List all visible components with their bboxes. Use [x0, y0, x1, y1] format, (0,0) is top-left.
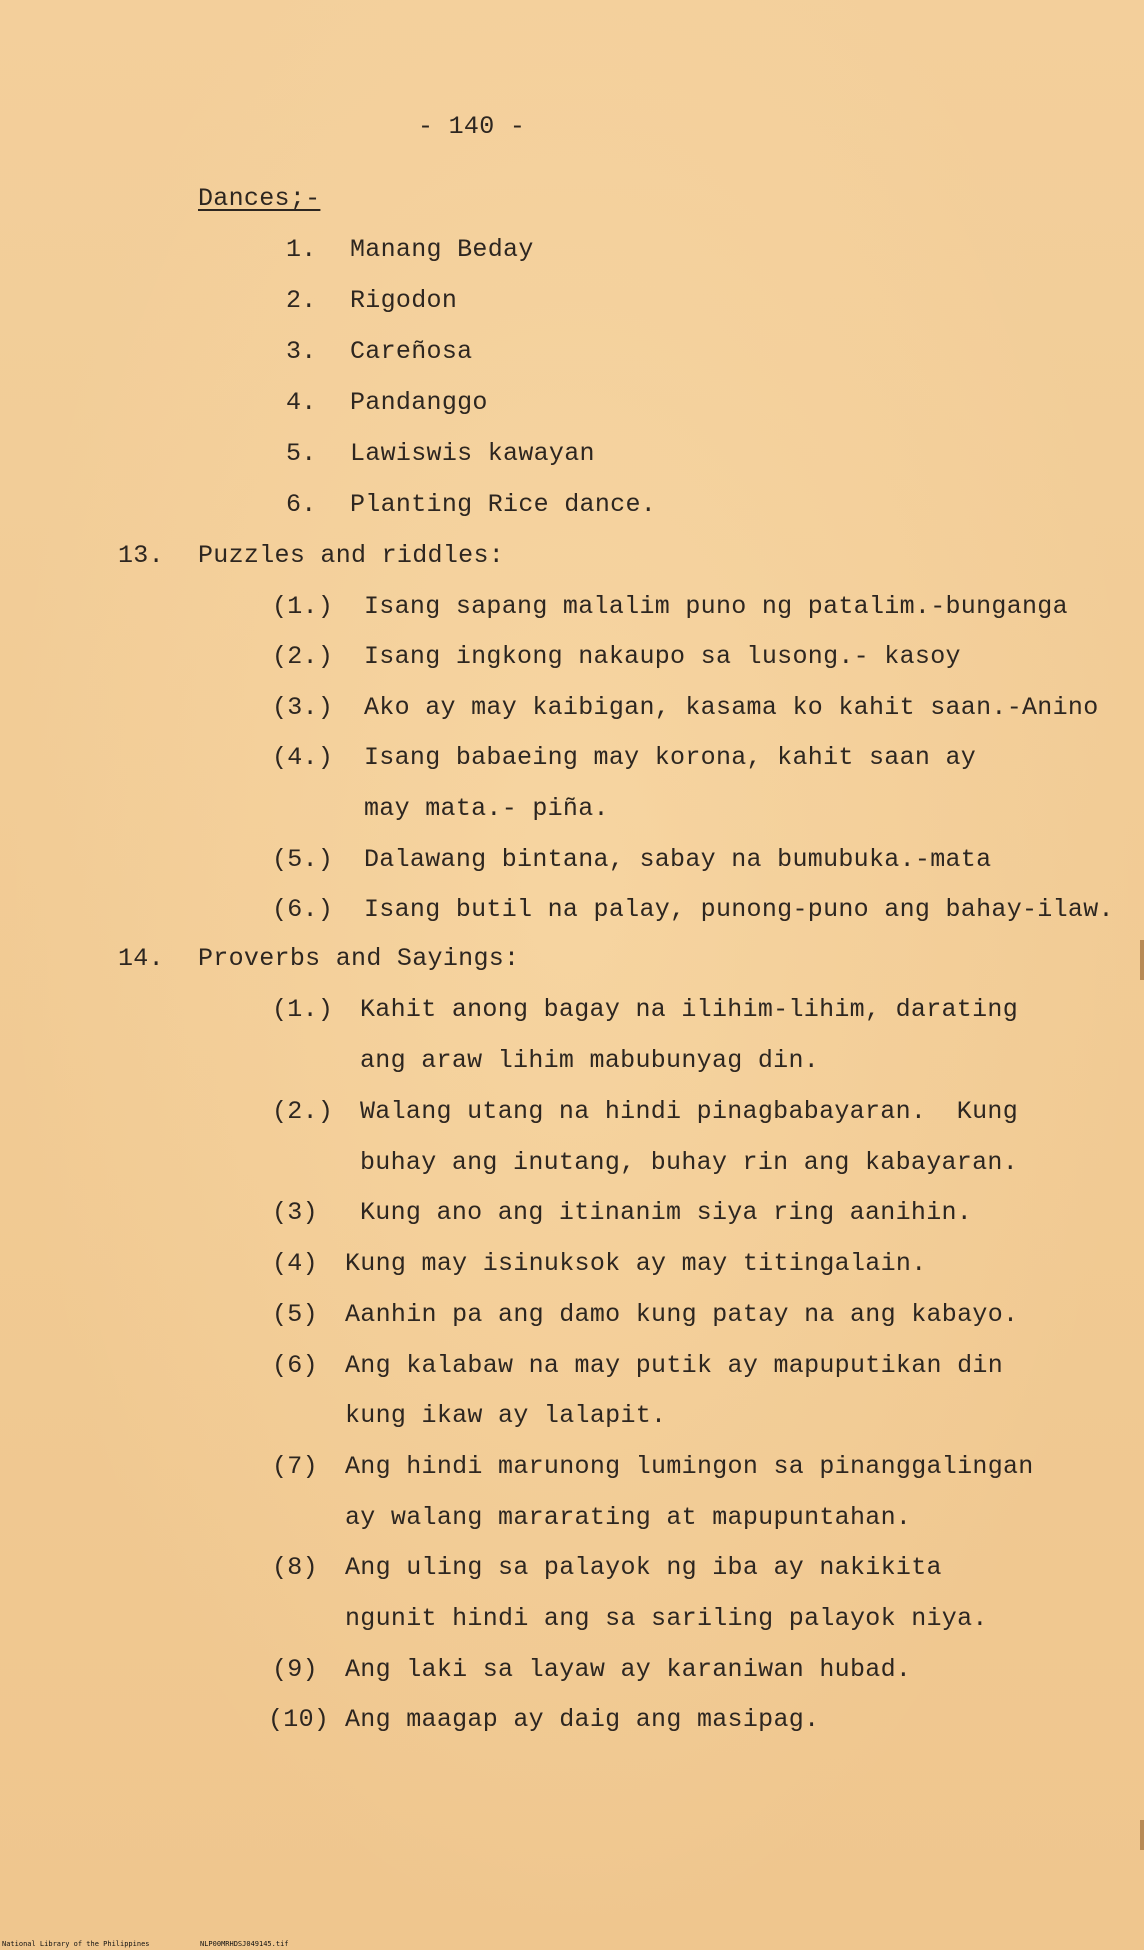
- riddle-text: Isang babaeing may korona, kahit saan ay: [364, 743, 977, 772]
- proverb-text: Ang kalabaw na may putik ay mapuputikan din: [345, 1351, 1004, 1380]
- dance-item-text: Pandanggo: [350, 388, 488, 417]
- riddle-text-continued: may mata.- piña.: [364, 794, 609, 823]
- proverbs-heading: Proverbs and Sayings:: [198, 944, 520, 973]
- proverb-text-continued: ngunit hindi ang sa sariling palayok niya.: [345, 1604, 988, 1633]
- dance-item-number: 2.: [286, 286, 317, 315]
- library-credit: National Library of the Philippines: [2, 1940, 150, 1948]
- proverb-text-continued: ay walang mararating at mapupuntahan.: [345, 1503, 912, 1532]
- dance-item-number: 3.: [286, 337, 317, 366]
- section-number: 14.: [118, 944, 164, 973]
- proverb-number: (1.): [272, 995, 334, 1024]
- page-number: - 140 -: [418, 112, 526, 141]
- dance-item-number: 4.: [286, 388, 317, 417]
- dance-item-text: Rigodon: [350, 286, 458, 315]
- proverb-number: (6): [272, 1351, 318, 1380]
- proverb-text-continued: buhay ang inutang, buhay rin ang kabayaran.: [360, 1148, 1019, 1177]
- dance-item-text: Planting Rice dance.: [350, 490, 657, 519]
- section-number: 13.: [118, 541, 164, 570]
- proverb-number: (8): [272, 1553, 318, 1582]
- proverb-text-continued: kung ikaw ay lalapit.: [345, 1401, 667, 1430]
- riddle-text: Isang sapang malalim puno ng patalim.-bunganga: [364, 592, 1068, 621]
- riddle-number: (1.): [272, 592, 334, 621]
- proverb-number: (4): [272, 1249, 318, 1278]
- proverb-text-continued: ang araw lihim mabubunyag din.: [360, 1046, 820, 1075]
- file-id: NLP00MRHDSJ049145.tif: [200, 1940, 289, 1948]
- proverb-text: Kahit anong bagay na ilihim-lihim, darating: [360, 995, 1019, 1024]
- riddle-number: (5.): [272, 845, 334, 874]
- proverb-text: Walang utang na hindi pinagbabayaran. Kung: [360, 1097, 1019, 1126]
- dances-heading: Dances;-: [198, 184, 321, 213]
- proverb-text: Ang laki sa layaw ay karaniwan hubad.: [345, 1655, 912, 1684]
- riddle-text: Isang ingkong nakaupo sa lusong.- kasoy: [364, 642, 961, 671]
- proverb-number: (7): [272, 1452, 318, 1481]
- dance-item-text: Lawiswis kawayan: [350, 439, 595, 468]
- dance-item-number: 1.: [286, 235, 317, 264]
- proverb-text: Kung ano ang itinanim siya ring aanihin.: [360, 1198, 973, 1227]
- riddle-text: Dalawang bintana, sabay na bumubuka.-mata: [364, 845, 992, 874]
- proverb-text: Ang hindi marunong lumingon sa pinanggalingan: [345, 1452, 1034, 1481]
- puzzles-heading: Puzzles and riddles:: [198, 541, 505, 570]
- dance-item-text: Careñosa: [350, 337, 473, 366]
- paper-edge-mark: [1140, 940, 1144, 980]
- proverb-text: Aanhin pa ang damo kung patay na ang kabayo.: [345, 1300, 1019, 1329]
- dance-item-number: 6.: [286, 490, 317, 519]
- proverb-number: (5): [272, 1300, 318, 1329]
- riddle-number: (3.): [272, 693, 334, 722]
- riddle-number: (2.): [272, 642, 334, 671]
- dance-item-number: 5.: [286, 439, 317, 468]
- paper-edge-mark: [1140, 1820, 1144, 1850]
- proverb-number: (3): [272, 1198, 318, 1227]
- riddle-number: (6.): [272, 895, 334, 924]
- proverb-text: Ang maagap ay daig ang masipag.: [345, 1705, 820, 1734]
- proverb-text: Ang uling sa palayok ng iba ay nakikita: [345, 1553, 942, 1582]
- proverb-number: (9): [272, 1655, 318, 1684]
- proverb-number: (10): [268, 1705, 330, 1734]
- riddle-number: (4.): [272, 743, 334, 772]
- dance-item-text: Manang Beday: [350, 235, 534, 264]
- riddle-text: Ako ay may kaibigan, kasama ko kahit saan.-Anino: [364, 693, 1099, 722]
- riddle-text: Isang butil na palay, punong-puno ang bahay-ilaw.: [364, 895, 1114, 924]
- proverb-text: Kung may isinuksok ay may titingalain.: [345, 1249, 927, 1278]
- proverb-number: (2.): [272, 1097, 334, 1126]
